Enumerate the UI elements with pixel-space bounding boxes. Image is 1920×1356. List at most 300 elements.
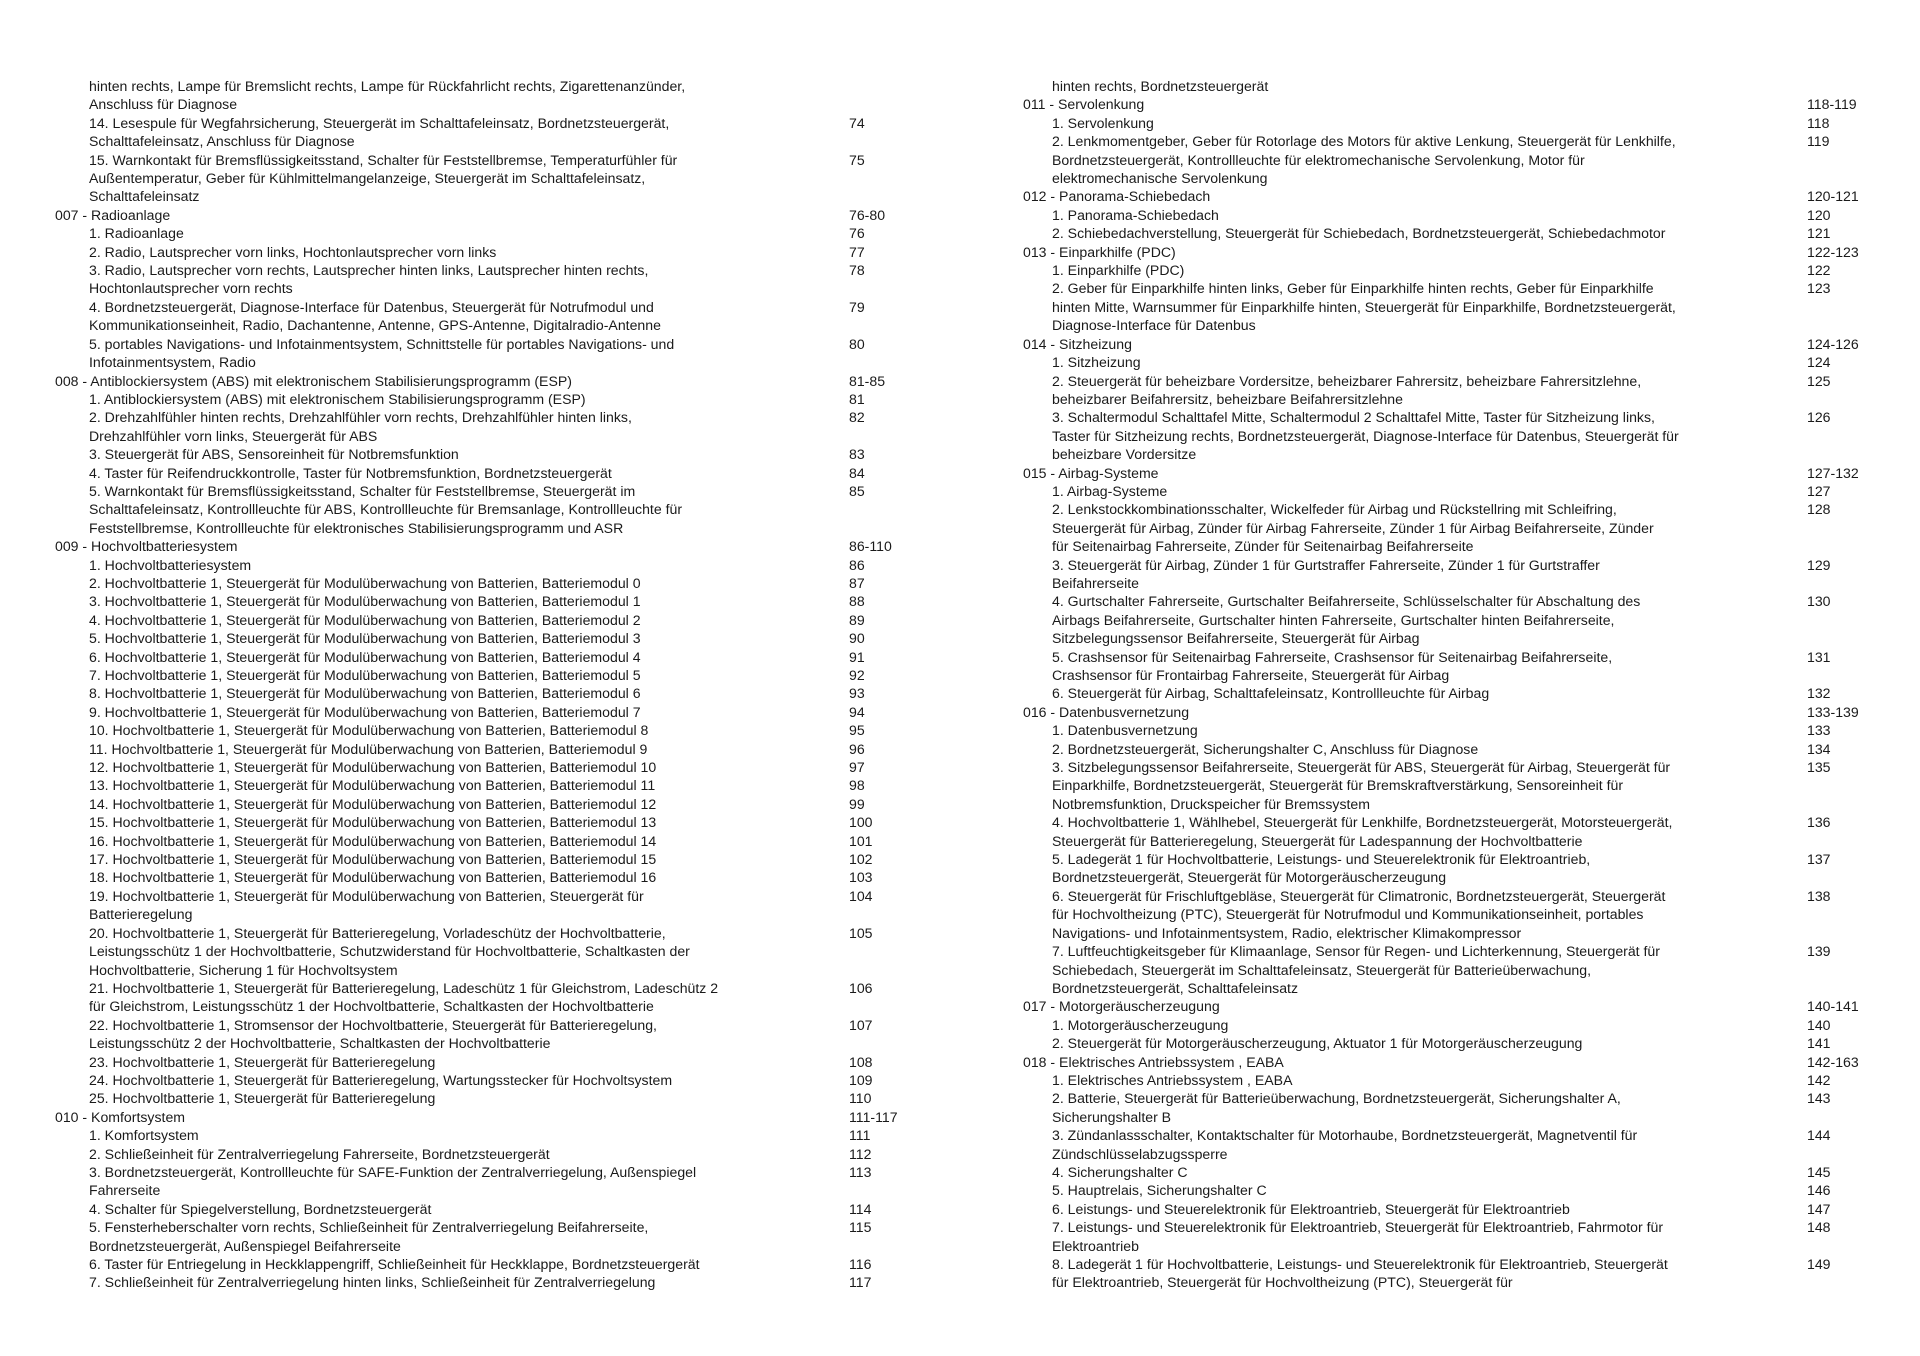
toc-entry <box>55 445 915 463</box>
toc-entry-title: 3. Radio, Lautsprecher vorn rechts, Lautsprecher hinten links, Lautsprecher hinten rechts, <box>89 262 649 279</box>
toc-page-number: 148 <box>1807 1219 1831 1236</box>
toc-page-number: 83 <box>849 446 865 463</box>
toc-page-number: 80 <box>849 335 865 352</box>
toc-entry <box>55 666 915 684</box>
toc-entry <box>1023 758 1883 776</box>
toc-page-number: 88 <box>849 593 865 610</box>
toc-page-number: 93 <box>849 685 865 702</box>
toc-entry-title: 018 - Elektrisches Antriebssystem , EABA <box>1023 1053 1284 1070</box>
toc-page-number: 145 <box>1807 1163 1831 1180</box>
toc-entry-title: 017 - Motorgeräuscherzeugung <box>1023 998 1220 1015</box>
toc-entry-title: 3. Zündanlassschalter, Kontaktschalter für Motorhaube, Bordnetzsteuergerät, Magnetventil für <box>1052 1127 1638 1144</box>
toc-entry-title: Schalttafeleinsatz, Anschluss für Diagnose <box>89 133 355 150</box>
toc-entry-title: Kommunikationseinheit, Radio, Dachantenne, Antenne, GPS-Antenne, Digitalradio-Antenne <box>89 317 661 334</box>
toc-entry <box>55 611 915 629</box>
toc-entry <box>55 1089 915 1107</box>
toc-entry <box>55 408 915 426</box>
toc-entry-title: 014 - Sitzheizung <box>1023 335 1132 352</box>
toc-entry-title: 013 - Einparkhilfe (PDC) <box>1023 243 1176 260</box>
toc-entry <box>55 629 915 647</box>
toc-page-number: 131 <box>1807 648 1831 665</box>
toc-entry-title: 5. portables Navigations- und Infotainmentsystem, Schnittstelle für portables Navigations- und <box>89 335 675 352</box>
toc-entry-title: 18. Hochvoltbatterie 1, Steuergerät für Modulüberwachung von Batterien, Batteriemodul 16 <box>89 869 657 886</box>
toc-entry-continuation <box>1023 611 1883 629</box>
toc-entry-title: 7. Luftfeuchtigkeitsgeber für Klimaanlage, Sensor für Regen- und Lichterkennung, Steuergerät für <box>1052 943 1660 960</box>
toc-entry-title: 3. Hochvoltbatterie 1, Steuergerät für Modulüberwachung von Batterien, Batteriemodul 1 <box>89 593 641 610</box>
toc-entry <box>55 648 915 666</box>
toc-entry <box>1023 887 1883 905</box>
toc-entry-continuation <box>1023 629 1883 647</box>
toc-entry-title: 2. Batterie, Steuergerät für Batterieüberwachung, Bordnetzsteuergerät, Sicherungshalter A, <box>1052 1090 1621 1107</box>
toc-page-number: 102 <box>849 851 873 868</box>
toc-page-number: 107 <box>849 1016 873 1033</box>
toc-section <box>1023 703 1883 721</box>
toc-entry-title: Leistungsschütz 2 der Hochvoltbatterie, Schaltkasten der Hochvoltbatterie <box>89 1035 551 1052</box>
toc-entry-title: 11. Hochvoltbatterie 1, Steuergerät für Modulüberwachung von Batterien, Batteriemodul 9 <box>89 740 648 757</box>
toc-entry-title: Infotainmentsystem, Radio <box>89 354 256 371</box>
toc-entry-title: 13. Hochvoltbatterie 1, Steuergerät für Modulüberwachung von Batterien, Batteriemodul 11 <box>89 777 656 794</box>
toc-page-number: 86 <box>849 556 865 573</box>
toc-page-number: 103 <box>849 869 873 886</box>
toc-entry <box>55 335 915 353</box>
toc-entry-title: 2. Lenkmomentgeber, Geber für Rotorlage des Motors für aktive Lenkung, Steuergerät für Lenkhilfe, <box>1052 133 1676 150</box>
toc-entry <box>55 224 915 242</box>
toc-page-number: 99 <box>849 795 865 812</box>
toc-entry-continuation <box>1023 574 1883 592</box>
toc-section <box>1023 335 1883 353</box>
toc-entry-title: 3. Steuergerät für Airbag, Zünder 1 für Gurtstraffer Fahrerseite, Zünder 1 für Gurtstraffer <box>1052 556 1600 573</box>
toc-page-number: 81 <box>849 390 865 407</box>
toc-entry <box>1023 114 1883 132</box>
toc-entry-title: 8. Hochvoltbatterie 1, Steuergerät für Modulüberwachung von Batterien, Batteriemodul 6 <box>89 685 641 702</box>
toc-entry-title: beheizbare Vordersitze <box>1052 446 1197 463</box>
toc-entry-title: 10. Hochvoltbatterie 1, Steuergerät für Modulüberwachung von Batterien, Batteriemodul 8 <box>89 722 649 739</box>
toc-entry-continuation <box>1023 979 1883 997</box>
toc-entry-title: Schalttafeleinsatz, Kontrollleuchte für ABS, Kontrollleuchte für Bremsanlage, Kontrollleuchte für <box>89 501 683 518</box>
toc-page-number: 126 <box>1807 409 1831 426</box>
toc-entry-title: Schiebedach, Steuergerät im Schalttafeleinsatz, Steuergerät für Batterieüberwachung, <box>1052 961 1592 978</box>
toc-page-number: 130 <box>1807 593 1831 610</box>
toc-entry-title: Sicherungshalter B <box>1052 1108 1172 1125</box>
toc-entry <box>55 740 915 758</box>
toc-section <box>1023 243 1883 261</box>
toc-entry <box>1023 942 1883 960</box>
toc-entry-title: Drehzahlfühler vorn links, Steuergerät für ABS <box>89 427 378 444</box>
toc-page-number: 118-119 <box>1807 96 1857 113</box>
toc-entry-title: 14. Lesespule für Wegfahrsicherung, Steuergerät im Schalttafeleinsatz, Bordnetzsteuergerät, <box>89 114 670 131</box>
toc-entry-title: 4. Taster für Reifendruckkontrolle, Taster für Notbremsfunktion, Bordnetzsteuergerät <box>89 464 612 481</box>
toc-entry <box>55 592 915 610</box>
toc-entry-title: Taster für Sitzheizung rechts, Bordnetzsteuergerät, Diagnose-Interface für Datenbus, Steuergerät für <box>1052 427 1679 444</box>
toc-entry-title: Feststellbremse, Kontrollleuchte für elektronisches Stabilisierungsprogramm und ASR <box>89 519 624 536</box>
toc-page-number: 135 <box>1807 759 1831 776</box>
toc-entry-title: 12. Hochvoltbatterie 1, Steuergerät für Modulüberwachung von Batterien, Batteriemodul 10 <box>89 759 657 776</box>
toc-page-number: 116 <box>849 1256 872 1272</box>
toc-page-number: 104 <box>849 887 873 904</box>
toc-entry-title: 19. Hochvoltbatterie 1, Steuergerät für Modulüberwachung von Batterien, Steuergerät für <box>89 887 644 904</box>
toc-entry-title: Außentemperatur, Geber für Kühlmittelmangelanzeige, Steuergerät im Schalttafeleinsatz, <box>89 170 646 187</box>
toc-entry <box>55 887 915 905</box>
toc-entry-title: 23. Hochvoltbatterie 1, Steuergerät für Batterieregelung <box>89 1053 436 1070</box>
toc-page-number: 113 <box>849 1163 872 1180</box>
toc-entry-continuation <box>55 427 915 445</box>
toc-entry <box>55 1218 915 1236</box>
toc-entry <box>55 1126 915 1144</box>
toc-entry-title: 2. Schiebedachverstellung, Steuergerät für Schiebedach, Bordnetzsteuergerät, Schiebedachmotor <box>1052 225 1666 242</box>
toc-page-number: 127-132 <box>1807 464 1859 481</box>
toc-entry <box>1023 684 1883 702</box>
toc-entry-continuation <box>55 132 915 150</box>
toc-page-number: 96 <box>849 740 865 757</box>
toc-page-number: 122-123 <box>1807 243 1859 260</box>
toc-page-number: 101 <box>849 832 873 849</box>
toc-entry-title: hinten Mitte, Warnsummer für Einparkhilfe hinten, Steuergerät für Einparkhilfe, Bordnetzsteuergerät, <box>1052 298 1676 315</box>
toc-entry <box>1023 1034 1883 1052</box>
toc-entry-title: 4. Hochvoltbatterie 1, Wählhebel, Steuergerät für Lenkhilfe, Bordnetzsteuergerät, Motorsteuergerät, <box>1052 814 1673 831</box>
toc-entry-title: 1. Einparkhilfe (PDC) <box>1052 262 1185 279</box>
toc-entry <box>55 721 915 739</box>
toc-page-number: 142-163 <box>1807 1053 1859 1070</box>
toc-entry-title: 20. Hochvoltbatterie 1, Steuergerät für Batterieregelung, Vorladeschütz der Hochvoltbatterie, <box>89 924 666 941</box>
toc-entry-title: 5. Hochvoltbatterie 1, Steuergerät für Modulüberwachung von Batterien, Batteriemodul 3 <box>89 630 641 647</box>
toc-page-number: 140-141 <box>1807 998 1859 1015</box>
toc-entry-title: für Seitenairbag Fahrerseite, Zünder für Seitenairbag Beifahrerseite <box>1052 538 1474 555</box>
toc-entry-title: Diagnose-Interface für Datenbus <box>1052 317 1256 334</box>
toc-entry <box>1023 556 1883 574</box>
toc-entry <box>1023 408 1883 426</box>
toc-entry-title: 3. Schaltermodul Schalttafel Mitte, Schaltermodul 2 Schalttafel Mitte, Taster für Sitzheizung links, <box>1052 409 1655 426</box>
toc-page-number: 108 <box>849 1053 873 1070</box>
toc-entry-title: 4. Schalter für Spiegelverstellung, Bordnetzsteuergerät <box>89 1200 432 1217</box>
toc-entry-title: 009 - Hochvoltbatteriesystem <box>55 538 238 555</box>
toc-entry-title: 22. Hochvoltbatterie 1, Stromsensor der Hochvoltbatterie, Steuergerät für Batterieregelung, <box>89 1016 657 1033</box>
toc-entry-continuation <box>55 1181 915 1199</box>
toc-section <box>1023 187 1883 205</box>
toc-entry <box>1023 1218 1883 1236</box>
toc-section <box>1023 95 1883 113</box>
toc-entry-title: Beifahrerseite <box>1052 574 1139 591</box>
toc-entry <box>55 1053 915 1071</box>
toc-entry-continuation <box>55 1034 915 1052</box>
toc-entry-continuation <box>55 519 915 537</box>
toc-entry-continuation <box>1023 961 1883 979</box>
toc-entry-title: 6. Steuergerät für Frischluftgebläse, Steuergerät für Climatronic, Bordnetzsteuergerät, Steuergerät <box>1052 887 1666 904</box>
toc-entry-title: 5. Ladegerät 1 für Hochvoltbatterie, Leistungs- und Steuerelektronik für Elektroantrieb, <box>1052 851 1591 868</box>
toc-page-number: 133 <box>1807 722 1831 739</box>
toc-entry-continuation <box>1023 1273 1883 1291</box>
toc-entry-title: elektromechanische Servolenkung <box>1052 170 1268 187</box>
toc-entry-continuation <box>1023 1145 1883 1163</box>
toc-entry <box>55 795 915 813</box>
toc-entry-title: Bordnetzsteuergerät, Schalttafeleinsatz <box>1052 979 1299 996</box>
toc-entry-title: für Elektroantrieb, Steuergerät für Hochvoltheizung (PTC), Steuergerät für <box>1052 1274 1513 1291</box>
toc-page-number: 139 <box>1807 943 1831 960</box>
toc-entry-title: 2. Steuergerät für Motorgeräuscherzeugung, Aktuator 1 für Motorgeräuscherzeugung <box>1052 1035 1583 1052</box>
toc-page-number: 133-139 <box>1807 703 1859 720</box>
toc-entry-title: 012 - Panorama-Schiebedach <box>1023 188 1211 205</box>
toc-page-number: 77 <box>849 243 865 260</box>
toc-entry-title: Airbags Beifahrerseite, Gurtschalter hinten Fahrerseite, Gurtschalter hinten Beifahrerseite, <box>1052 611 1615 628</box>
toc-entry-continuation <box>55 500 915 518</box>
toc-entry-title: 4. Gurtschalter Fahrerseite, Gurtschalter Beifahrerseite, Schlüsselschalter für Abschaltung des <box>1052 593 1641 610</box>
toc-entry <box>1023 1071 1883 1089</box>
toc-entry-continuation <box>55 1237 915 1255</box>
toc-entry <box>1023 1163 1883 1181</box>
toc-entry <box>1023 1255 1883 1273</box>
toc-page-number: 75 <box>849 151 865 168</box>
toc-entry <box>55 832 915 850</box>
toc-entry <box>55 1163 915 1181</box>
toc-entry-title: für Hochvoltheizung (PTC), Steuergerät für Notrufmodul und Kommunikationseinheit, portables <box>1052 906 1644 923</box>
toc-entry-title: 6. Taster für Entriegelung in Heckklappengriff, Schließeinheit für Heckklappe, Bordnetzsteuergerät <box>89 1256 700 1272</box>
toc-entry-title: 8. Ladegerät 1 für Hochvoltbatterie, Leistungs- und Steuerelektronik für Elektroantrieb, Steuergerät <box>1052 1256 1668 1272</box>
toc-entry <box>55 151 915 169</box>
toc-entry-title: 011 - Servolenkung <box>1023 96 1145 113</box>
toc-entry-title: 1. Hochvoltbatteriesystem <box>89 556 252 573</box>
toc-page-number: 123 <box>1807 280 1831 297</box>
toc-page-number: 89 <box>849 611 865 628</box>
toc-entry-continuation <box>1023 519 1883 537</box>
toc-entry-continuation <box>1023 905 1883 923</box>
toc-entry <box>1023 648 1883 666</box>
toc-page-number: 132 <box>1807 685 1831 702</box>
toc-page-number: 118 <box>1807 114 1830 131</box>
toc-section <box>55 372 915 390</box>
toc-entry-title: 2. Drehzahlfühler hinten rechts, Drehzahlfühler vorn rechts, Drehzahlfühler hinten links, <box>89 409 632 426</box>
toc-entry <box>55 298 915 316</box>
toc-entry-title: 010 - Komfortsystem <box>55 1108 186 1125</box>
toc-entry-title: 17. Hochvoltbatterie 1, Steuergerät für Modulüberwachung von Batterien, Batteriemodul 15 <box>89 851 657 868</box>
toc-entry-title: 2. Geber für Einparkhilfe hinten links, Geber für Einparkhilfe hinten rechts, Geber für Einparkhilfe <box>1052 280 1654 297</box>
toc-entry-continuation <box>1023 390 1883 408</box>
toc-entry-title: 3. Sitzbelegungssensor Beifahrerseite, Steuergerät für ABS, Steuergerät für Airbag, Steuergerät für <box>1052 759 1671 776</box>
toc-page-number: 122 <box>1807 262 1831 279</box>
toc-entry <box>55 813 915 831</box>
toc-page-number: 128 <box>1807 501 1831 518</box>
toc-entry-title: Sitzbelegungssensor Beifahrerseite, Steuergerät für Airbag <box>1052 630 1420 647</box>
toc-page-number: 119 <box>1807 133 1830 150</box>
toc-page-number: 90 <box>849 630 865 647</box>
toc-page-number: 92 <box>849 667 865 683</box>
toc-entry <box>1023 740 1883 758</box>
toc-entry-title: 3. Steuergerät für ABS, Sensoreinheit für Notbremsfunktion <box>89 446 459 463</box>
toc-entry-continuation <box>55 95 915 113</box>
toc-entry-title: 4. Hochvoltbatterie 1, Steuergerät für Modulüberwachung von Batterien, Batteriemodul 2 <box>89 611 641 628</box>
toc-page-number: 120 <box>1807 206 1831 223</box>
toc-section <box>1023 997 1883 1015</box>
toc-entry <box>55 464 915 482</box>
toc-page-number: 91 <box>849 648 865 665</box>
toc-entry-title: 2. Lenkstockkombinationsschalter, Wickelfeder für Airbag und Rückstellring mit Schleifring, <box>1052 501 1617 518</box>
toc-entry <box>55 703 915 721</box>
toc-page-number: 95 <box>849 722 865 739</box>
toc-entry-title: 24. Hochvoltbatterie 1, Steuergerät für Batterieregelung, Wartungsstecker für Hochvoltsystem <box>89 1071 673 1088</box>
toc-entry-title: 7. Hochvoltbatterie 1, Steuergerät für Modulüberwachung von Batterien, Batteriemodul 5 <box>89 667 641 683</box>
toc-entry-continuation <box>1023 1237 1883 1255</box>
toc-entry-title: Bordnetzsteuergerät, Außenspiegel Beifahrerseite <box>89 1237 401 1254</box>
toc-entry-title: 1. Elektrisches Antriebssystem , EABA <box>1052 1071 1293 1088</box>
toc-entry-title: 15. Warnkontakt für Bremsflüssigkeitsstand, Schalter für Feststellbremse, Temperaturfühler für <box>89 151 678 168</box>
toc-entry <box>55 1016 915 1034</box>
toc-column-right <box>1023 77 1883 1292</box>
toc-page-number: 97 <box>849 759 865 776</box>
toc-entry <box>1023 1126 1883 1144</box>
toc-page-number: 144 <box>1807 1127 1831 1144</box>
toc-page-number: 86-110 <box>849 538 892 555</box>
toc-page-number: 111 <box>849 1127 871 1144</box>
toc-page-number: 129 <box>1807 556 1831 573</box>
toc-page-number: 85 <box>849 482 865 499</box>
toc-entry <box>55 1200 915 1218</box>
toc-entry-continuation <box>1023 666 1883 684</box>
toc-entry-title: für Gleichstrom, Leistungsschütz 1 der Hochvoltbatterie, Schaltkasten der Hochvoltbatterie <box>89 998 654 1015</box>
toc-entry <box>55 1255 915 1273</box>
toc-entry-title: 14. Hochvoltbatterie 1, Steuergerät für Modulüberwachung von Batterien, Batteriemodul 12 <box>89 795 657 812</box>
toc-page-number: 81-85 <box>849 372 886 389</box>
toc-entry-title: 1. Komfortsystem <box>89 1127 199 1144</box>
toc-entry-continuation <box>55 77 915 95</box>
toc-entry-title: 5. Hauptrelais, Sicherungshalter C <box>1052 1182 1267 1199</box>
toc-entry <box>55 390 915 408</box>
toc-entry-continuation <box>1023 795 1883 813</box>
toc-entry-title: Bordnetzsteuergerät, Steuergerät für Motorgeräuscherzeugung <box>1052 869 1447 886</box>
toc-entry-title: hinten rechts, Lampe für Bremslicht rechts, Lampe für Rückfahrlicht rechts, Zigarettenanzünder, <box>89 78 686 94</box>
toc-entry-title: 6. Steuergerät für Airbag, Schalttafeleinsatz, Kontrollleuchte für Airbag <box>1052 685 1490 702</box>
toc-entry <box>1023 279 1883 297</box>
toc-entry-continuation <box>1023 776 1883 794</box>
toc-entry-continuation <box>1023 298 1883 316</box>
toc-entry-title: Einparkhilfe, Bordnetzsteuergerät, Steuergerät für Bremskraftverstärkung, Sensoreinheit für <box>1052 777 1624 794</box>
toc-entry-title: 016 - Datenbusvernetzung <box>1023 703 1190 720</box>
toc-entry <box>1023 500 1883 518</box>
toc-entry-continuation <box>55 316 915 334</box>
toc-page-number: 140 <box>1807 1016 1831 1033</box>
toc-page-number: 78 <box>849 262 865 279</box>
toc-entry-title: 5. Crashsensor für Seitenairbag Fahrerseite, Crashsensor für Seitenairbag Beifahrerseite, <box>1052 648 1613 665</box>
toc-page-number: 114 <box>849 1200 872 1217</box>
toc-page-number: 76-80 <box>849 206 886 223</box>
toc-entry <box>1023 1200 1883 1218</box>
toc-entry <box>55 114 915 132</box>
toc-entry <box>55 684 915 702</box>
toc-entry-continuation <box>1023 832 1883 850</box>
toc-entry <box>1023 592 1883 610</box>
toc-entry <box>55 776 915 794</box>
toc-entry-title: Hochvoltbatterie, Sicherung 1 für Hochvoltsystem <box>89 961 398 978</box>
toc-entry-title: 2. Schließeinheit für Zentralverriegelung Fahrerseite, Bordnetzsteuergerät <box>89 1145 550 1162</box>
toc-entry-continuation <box>55 942 915 960</box>
toc-page-number: 105 <box>849 924 873 941</box>
toc-entry-title: Schalttafeleinsatz <box>89 188 200 205</box>
toc-entry-title: Hochtonlautsprecher vorn rechts <box>89 280 293 297</box>
toc-entry-continuation <box>1023 151 1883 169</box>
toc-page-number: 137 <box>1807 851 1831 868</box>
toc-entry <box>55 1145 915 1163</box>
toc-page-number: 127 <box>1807 482 1831 499</box>
toc-entry-title: 25. Hochvoltbatterie 1, Steuergerät für Batterieregelung <box>89 1090 436 1107</box>
toc-entry-continuation <box>55 997 915 1015</box>
toc-entry-continuation <box>1023 77 1883 95</box>
toc-entry <box>55 243 915 261</box>
toc-entry-title: Anschluss für Diagnose <box>89 96 238 113</box>
toc-entry-title: 1. Panorama-Schiebedach <box>1052 206 1219 223</box>
toc-entry-title: 1. Radioanlage <box>89 225 184 242</box>
toc-entry <box>55 574 915 592</box>
toc-page-number: 115 <box>849 1219 872 1236</box>
toc-page-number: 111-117 <box>849 1108 898 1125</box>
toc-page-number: 146 <box>1807 1182 1831 1199</box>
toc-entry-title: 1. Airbag-Systeme <box>1052 482 1168 499</box>
toc-entry <box>55 850 915 868</box>
toc-entry-continuation <box>1023 169 1883 187</box>
toc-section <box>55 537 915 555</box>
toc-page-number: 98 <box>849 777 865 794</box>
toc-entry <box>1023 1016 1883 1034</box>
toc-entry <box>1023 813 1883 831</box>
toc-entry <box>55 1273 915 1291</box>
toc-entry-title: 2. Steuergerät für beheizbare Vordersitze, beheizbarer Fahrersitz, beheizbare Fahrersitzlehne, <box>1052 372 1642 389</box>
toc-entry <box>55 924 915 942</box>
toc-entry <box>1023 482 1883 500</box>
toc-page-number: 100 <box>849 814 873 831</box>
toc-column-left <box>55 77 915 1292</box>
toc-page-number: 124-126 <box>1807 335 1859 352</box>
toc-entry-title: 007 - Radioanlage <box>55 206 171 223</box>
toc-page-number: 141 <box>1807 1035 1831 1052</box>
toc-entry-title: 15. Hochvoltbatterie 1, Steuergerät für Modulüberwachung von Batterien, Batteriemodul 13 <box>89 814 657 831</box>
toc-entry <box>1023 850 1883 868</box>
toc-entry-continuation <box>1023 445 1883 463</box>
toc-entry-title: 1. Datenbusvernetzung <box>1052 722 1198 739</box>
toc-page-number: 112 <box>849 1145 872 1162</box>
toc-entry-continuation <box>55 279 915 297</box>
toc-page-number: 117 <box>849 1274 872 1291</box>
toc-page-number: 94 <box>849 703 865 720</box>
toc-entry-continuation <box>1023 316 1883 334</box>
toc-entry-title: 4. Bordnetzsteuergerät, Diagnose-Interface für Datenbus, Steuergerät für Notrufmodul und <box>89 298 654 315</box>
toc-page-number: 84 <box>849 464 865 481</box>
toc-page-number: 142 <box>1807 1071 1831 1088</box>
toc-page-number: 121 <box>1807 225 1831 242</box>
toc-entry-title: 7. Schließeinheit für Zentralverriegelung hinten links, Schließeinheit für Zentralverriegelung <box>89 1274 656 1291</box>
toc-entry-continuation <box>55 905 915 923</box>
toc-entry <box>55 979 915 997</box>
toc-page-number: 87 <box>849 574 865 591</box>
toc-page-number: 110 <box>849 1090 872 1107</box>
toc-entry-title: 1. Antiblockiersystem (ABS) mit elektronischem Stabilisierungsprogramm (ESP) <box>89 390 586 407</box>
toc-page-number: 147 <box>1807 1200 1831 1217</box>
toc-entry <box>1023 1089 1883 1107</box>
toc-page-number: 134 <box>1807 740 1831 757</box>
toc-entry-title: Bordnetzsteuergerät, Kontrollleuchte für elektromechanische Servolenkung, Motor für <box>1052 151 1585 168</box>
toc-entry-title: 015 - Airbag-Systeme <box>1023 464 1159 481</box>
toc-entry-title: Steuergerät für Airbag, Zünder für Airbag Fahrerseite, Zünder 1 für Airbag Beifahrerseite, Zünder <box>1052 519 1654 536</box>
toc-entry-title: 2. Bordnetzsteuergerät, Sicherungshalter C, Anschluss für Diagnose <box>1052 740 1479 757</box>
toc-entry-title: Leistungsschütz 1 der Hochvoltbatterie, Schutzwiderstand für Hochvoltbatterie, Schaltkasten der <box>89 943 690 960</box>
toc-entry-title: 1. Sitzheizung <box>1052 354 1141 371</box>
toc-entry <box>1023 206 1883 224</box>
toc-section <box>1023 464 1883 482</box>
toc-entry-title: 21. Hochvoltbatterie 1, Steuergerät für Batterieregelung, Ladeschütz 1 für Gleichstrom, Ladeschütz 2 <box>89 979 719 996</box>
toc-entry-continuation <box>55 961 915 979</box>
toc-entry <box>55 482 915 500</box>
toc-entry-title: Crashsensor für Frontairbag Fahrerseite, Steuergerät für Airbag <box>1052 667 1450 683</box>
toc-entry <box>55 1071 915 1089</box>
toc-entry <box>55 261 915 279</box>
toc-section <box>1023 1053 1883 1071</box>
toc-entry <box>1023 224 1883 242</box>
toc-entry-continuation <box>1023 1108 1883 1126</box>
